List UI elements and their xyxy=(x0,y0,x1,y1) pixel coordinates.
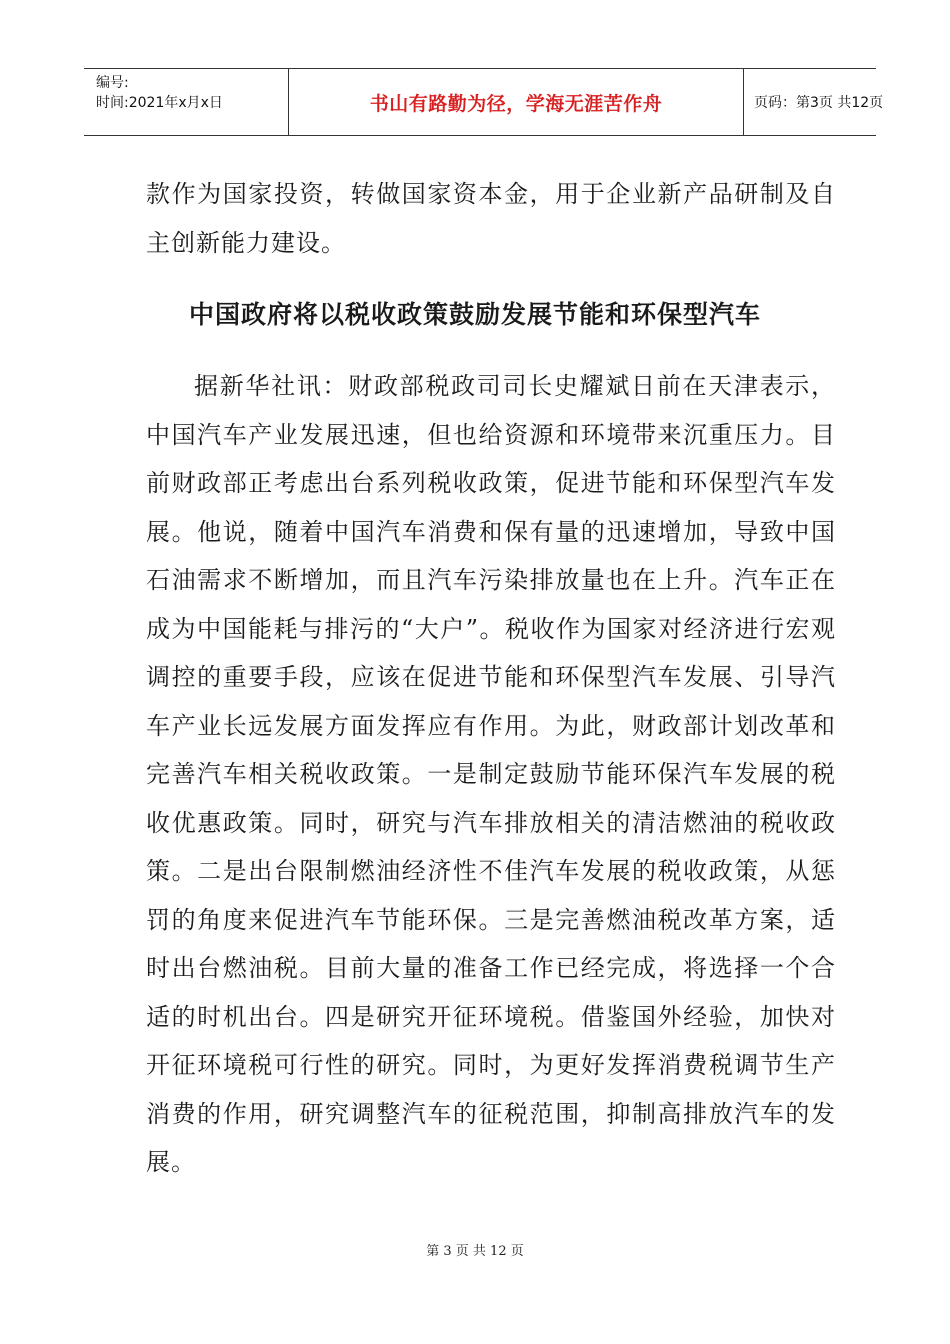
header-motto: 书山有路勤为径，学海无涯苦作舟 xyxy=(369,92,663,115)
page-header xyxy=(84,68,884,136)
paragraph-continuation xyxy=(146,170,836,267)
article-heading: 中国政府将以税收政策鼓励发展节能和环保型汽车 xyxy=(188,300,761,329)
page-footer: 第 3 页 共 12 页 xyxy=(426,1244,524,1259)
paragraph-2-text: 据新华社讯：财政部税政司司长史耀斌日前在天津表示，中国汽车产业发展迅速，但也给资源和环境带来沉重压力。目前财政部正考虑出台系列税收政策，促进节能和环保型汽车发展。他说，随着中国汽车消费和保有量的迅速增加，导致中国石油需求不断增加，而且汽车污染排放量也在上升。汽车正在成为中国能耗与排污的“大户”。税收作为国家对经济进行宏观调控的重要手段，应该在促进节能和环保型汽车发展、引导汽车产业长远发展方面发挥应有作用。为此，财政部计划改革和完善汽车相关税收政策。一是制定鼓励节能环保汽车发展的税收优惠政策。同时，研究与汽车排放相关的清洁燃油的税收政策。二是出台限制燃油经济性不佳汽车发展的税收政策，从惩罚的角度来促进汽车节能环保。三是完善燃油税改革方案，适时出台燃油税。目前大量的准备工作已经完成，将选择一个合适的时机出台。四是研究开征环境税。借鉴国外经验，加快对开征环境税可行性的研究。同时，为更好发挥消费税调节生产消费的作用，研究调整汽车的征税范围，抑制高排放汽车的发展。 xyxy=(146,372,836,1176)
header-page-cell xyxy=(744,69,884,135)
header-motto-cell xyxy=(288,69,744,135)
document-number-label: 编号: xyxy=(96,75,129,91)
article-body xyxy=(146,362,836,1187)
paragraph-1-text: 款作为国家投资，转做国家资本金，用于企业新产品研制及自主创新能力建设。 xyxy=(146,180,836,257)
header-meta xyxy=(84,69,288,135)
document-time-label: 时间:2021年x月x日 xyxy=(96,95,223,111)
header-page-number: 页码：第3页 共12页 xyxy=(754,95,884,111)
